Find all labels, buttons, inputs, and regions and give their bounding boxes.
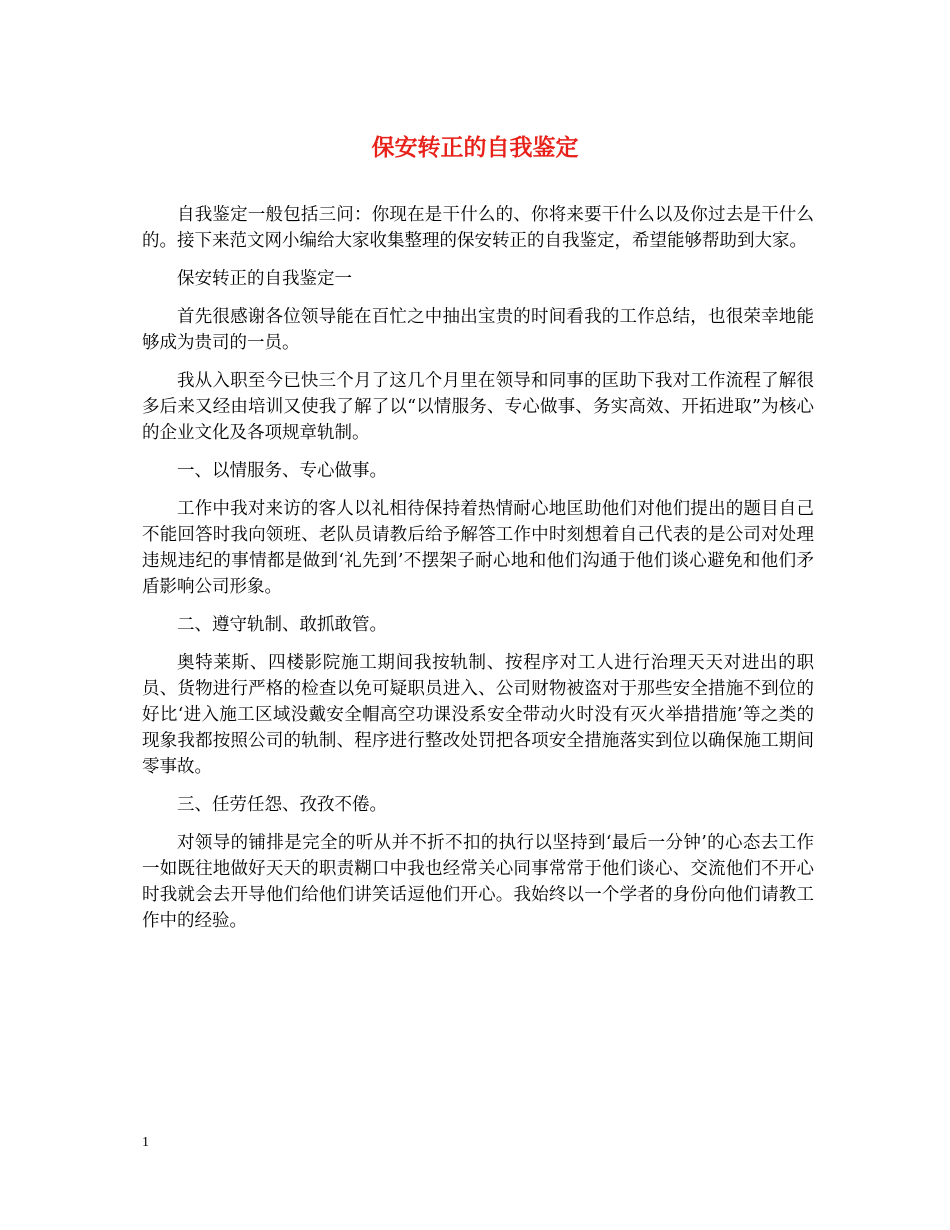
section-heading-one: 一、以情服务、专心做事。 (177, 461, 387, 481)
document-title: 保安转正的自我鉴定 (371, 134, 579, 161)
section-heading-three: 三、任劳任怨、孜孜不倦。 (177, 795, 387, 815)
document-body (142, 202, 814, 946)
page-number: 1 (142, 1135, 149, 1150)
paragraph-service: 工作中我对来访的客人以礼相待保持着热情耐心地匡助他们对他们提出的题目自己不能回答时我向领班、老队员请教后给予解答工作中时刻想着自己代表的是公司对处理违规违纪的事情都是做到‘礼先到’不摆架子耐心地和他们沟通于他们谈心避免和他们矛盾影响公司形象。 (142, 499, 814, 597)
paragraph-intro: 自我鉴定一般包括三问：你现在是干什么的、你将来要干什么以及你过去是干什么的。接下来范文网小编给大家收集整理的保安转正的自我鉴定，希望能够帮助到大家。 (142, 205, 814, 251)
paragraph-rules: 奥特莱斯、四楼影院施工期间我按轨制、按程序对工人进行治理天天对进出的职员、货物进行严格的检查以免可疑职员进入、公司财物被盗对于那些安全措施不到位的好比‘进入施工区域没戴安全帽高空功课没系安全带动火时没有灭火举措措施’等之类的现象我都按照公司的轨制、程序进行整改处罚把各项安全措施落实到位以确保施工期间零事故。 (142, 653, 814, 777)
section-heading-part-one: 保安转正的自我鉴定一 (177, 269, 352, 289)
paragraph-onboarding: 我从入职至今已快三个月了这几个月里在领导和同事的匡助下我对工作流程了解很多后来又经由培训又使我了解了以“以情服务、专心做事、务实高效、开拓进取”为核心的企业文化及各项规章轨制。 (142, 371, 814, 443)
section-heading-two: 二、遵守轨制、敢抓敢管。 (177, 615, 387, 635)
paragraph-diligence: 对领导的铺排是完全的听从并不折不扣的执行以坚持到‘最后一分钟’的心态去工作一如既往地做好天天的职责糊口中我也经常关心同事常常于他们谈心、交流他们不开心时我就会去开导他们给他们讲笑话逗他们开心。我始终以一个学者的身份向他们请教工作中的经验。 (142, 833, 814, 931)
paragraph-thanks: 首先很感谢各位领导能在百忙之中抽出宝贵的时间看我的工作总结，也很荣幸地能够成为贵司的一员。 (142, 307, 814, 353)
